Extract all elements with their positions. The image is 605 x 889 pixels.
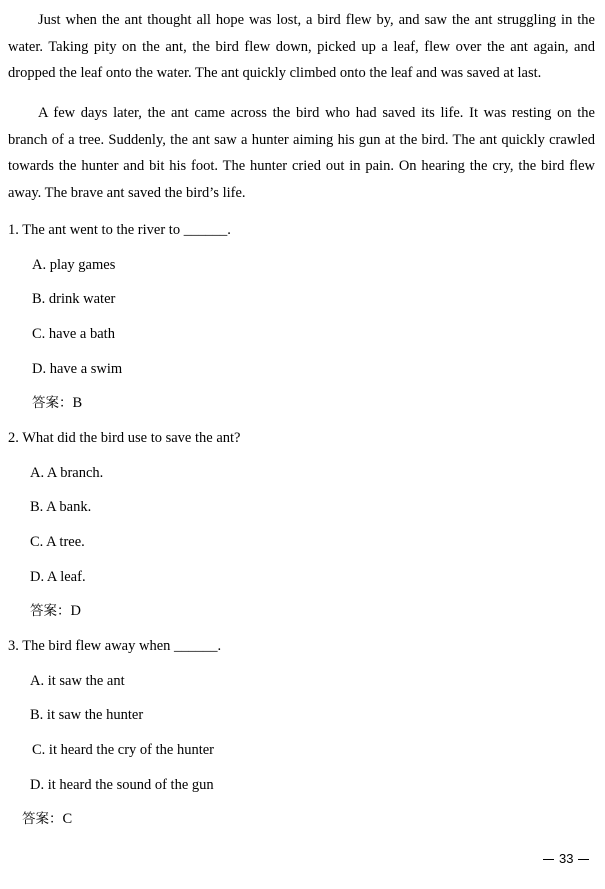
page-number-value: 33 [559, 851, 574, 866]
question-1-option-a: A. play games [32, 257, 116, 273]
question-3-answer [22, 809, 72, 829]
page-number [538, 851, 594, 866]
answer-value: C [62, 811, 73, 827]
question-3-option-a: A. it saw the ant [30, 673, 125, 689]
question-1-option-d: D. have a swim [32, 361, 123, 377]
question-3-prompt: 3. The bird flew away when ______. [8, 638, 222, 654]
answer-label: 答案： [30, 603, 71, 619]
answer-value: B [72, 395, 83, 411]
question-1-option-b: B. drink water [32, 291, 116, 307]
question-3-option-c: C. it heard the cry of the hunter [32, 742, 214, 758]
question-2-option-c: C. A tree. [30, 534, 85, 550]
question-2-prompt: 2. What did the bird use to save the ant? [8, 430, 241, 446]
answer-label: 答案： [32, 395, 73, 411]
answer-label: 答案： [22, 811, 63, 827]
question-3-option-d: D. it heard the sound of the gun [30, 777, 214, 793]
question-2-answer [30, 601, 81, 621]
question-1-option-c: C. have a bath [32, 326, 115, 342]
question-2-option-d: D. A leaf. [30, 569, 86, 585]
passage-paragraph-1: Just when the ant thought all hope was lost, a bird flew by, and saw the ant struggling in the water. Taking pity on the ant, the bird flew down, picked up a leaf, flew over the ant again, and dropped the leaf onto the water. The ant quickly climbed onto the leaf and was saved at last. [8, 12, 595, 82]
passage-paragraph-2: A few days later, the ant came across the bird who had saved its life. It was resting on the branch of a tree. Suddenly, the ant saw a hunter aiming his gun at the bird. The ant quickly crawled towards the hunter and bit his foot. The hunter cried out in pain. On hearing the cry, the bird flew away. The brave ant saved the bird’s life. [8, 105, 595, 201]
dash-left [543, 859, 554, 860]
dash-right [578, 859, 589, 860]
question-2-option-b: B. A bank. [30, 499, 92, 515]
question-1-answer [32, 393, 82, 413]
answer-value: D [70, 603, 81, 619]
question-2-option-a: A. A branch. [30, 465, 104, 481]
question-1-prompt: 1. The ant went to the river to ______. [8, 222, 231, 238]
question-3-option-b: B. it saw the hunter [30, 707, 144, 723]
